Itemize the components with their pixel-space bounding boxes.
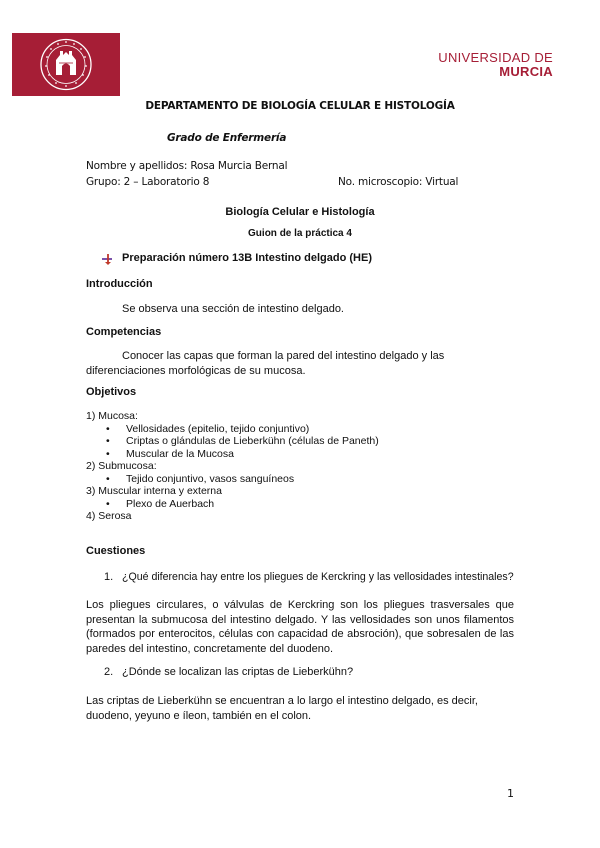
intro-heading: Introducción [86,278,153,290]
student-name: Nombre y apellidos: Rosa Murcia Bernal [86,160,288,172]
intro-text: Se observa una sección de intestino delgado. [122,303,344,315]
answer-text: Las criptas de Lieberkühn se encuentran a lo largo el intestino delgado, es decir, duodeno, yeyuno e íleon, también en el colon. [86,695,478,722]
bullet-icon: • [106,472,110,485]
objectives-heading: Objetivos [86,386,137,398]
list-item: • Vellosidades (epitelio, tejido conjuntivo) [106,422,310,435]
competences-heading: Competencias [86,326,162,338]
objectives-list [86,410,526,523]
list-item: • Criptas o glándulas de Lieberkühn (células de Paneth) [106,435,379,447]
guide-title: Guion de la práctica 4 [248,228,352,239]
arrow-bullet-icon [100,252,116,266]
question-number: 2. [104,666,114,678]
answer-text: Los pliegues circulares, o válvulas de Kerckring son los pliegues trasversales que presentan la submucosa del intestino delgado. Y las vellosidades son unos filamentos (formados por enterocitos, células con capacidad de absroción), que sobresalen de las paredes del intestino, concretamente del duodeno. [86,599,514,655]
list-item: • Plexo de Auerbach [106,497,215,510]
university-name-line2: MURCIA [499,64,553,79]
objective-group-title: 3) Muscular interna y externa [86,485,222,497]
objective-group-title: 4) Serosa [86,510,132,522]
degree-name: Grado de Enfermería [167,132,287,144]
bullet-icon: • [106,422,110,435]
page-number: 1 [507,787,514,800]
question-text: ¿Qué diferencia hay entre los pliegues de Kerckring y las vellosidades intestinales? [122,571,514,583]
department-title: DEPARTAMENTO DE BIOLOGÍA CELULAR E HISTOLOGÍA [145,100,455,112]
bullet-icon: • [106,447,110,460]
preparation-title: Preparación número 13B Intestino delgado (HE) [122,252,372,264]
course-title: Biología Celular e Histología [225,206,375,218]
objective-group-title: 2) Submucosa: [86,460,157,472]
competences-text: Conocer las capas que forman la pared del intestino delgado y las diferenciaciones morfológicas de su mucosa. [86,350,445,377]
question-text: ¿Dónde se localizan las criptas de Lieberkühn? [122,666,354,678]
list-item: • Tejido conjuntivo, vasos sanguíneos [106,472,295,485]
microscope-info: No. microscopio: Virtual [338,176,459,188]
university-wordmark [438,51,553,79]
university-name-line1: UNIVERSIDAD DE [438,50,553,65]
bullet-icon: • [106,435,110,447]
questions-heading: Cuestiones [86,545,146,557]
student-group: Grupo: 2 – Laboratorio 8 [86,176,210,188]
bullet-icon: • [106,497,110,510]
objective-group-title: 1) Mucosa: [86,410,138,422]
question-number: 1. [104,571,114,583]
seal-icon [12,33,120,96]
university-seal-logo [12,33,120,96]
list-item: • Muscular de la Mucosa [106,447,234,460]
